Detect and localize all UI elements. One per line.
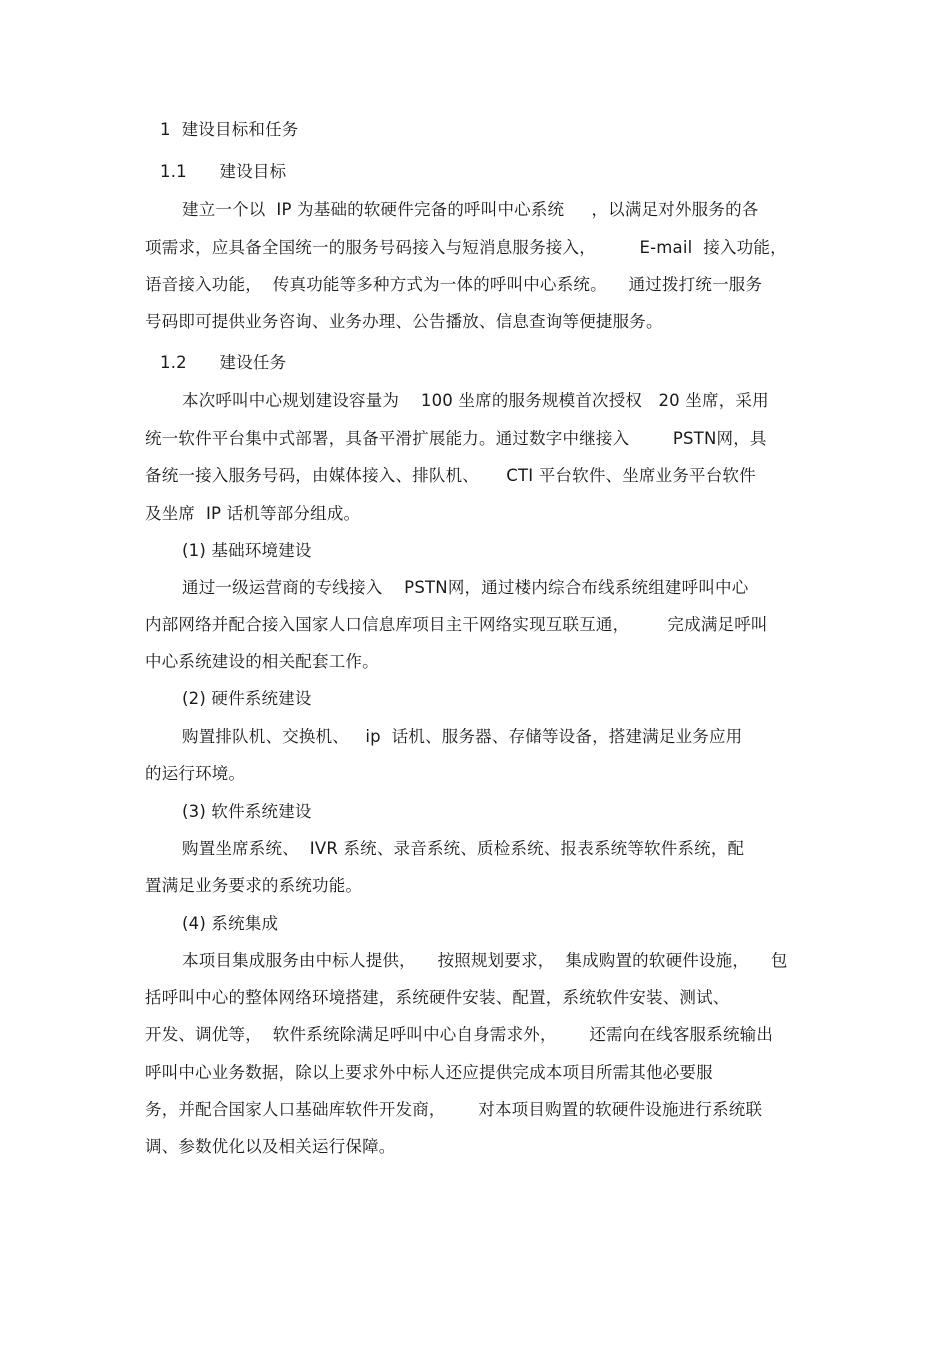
paragraph-line: 括呼叫中心的整体网络环境搭建，系统硬件安装、配置，系统软件安装、测试、 <box>145 988 730 1007</box>
paragraph-line: 本项目集成服务由中标人提供， 按照规划要求， 集成购置的软硬件设施， 包 <box>182 951 788 970</box>
paragraph-line: 中心系统建设的相关配套工作。 <box>145 652 379 671</box>
paragraph-line: 开发、调优等， 软件系统除满足呼叫中心自身需求外， 还需向在线客服系统输出 <box>145 1025 774 1044</box>
paragraph-line: 务，并配合国家人口基础库软件开发商， 对本项目购置的软硬件设施进行系统联 <box>145 1100 763 1119</box>
paragraph-line: 购置坐席系统、 IVR 系统、录音系统、质检系统、报表系统等软件系统，配 <box>182 839 745 858</box>
item-heading-4: (4) 系统集成 <box>182 914 279 933</box>
paragraph-line: 通过一级运营商的专线接入 PSTN网，通过楼内综合布线系统组建呼叫中心 <box>182 578 749 597</box>
item-heading-3: (3) 软件系统建设 <box>182 802 312 821</box>
item-heading-2: (2) 硬件系统建设 <box>182 689 312 708</box>
paragraph-line: 呼叫中心业务数据，除以上要求外中标人还应提供完成本项目所需其他必要服 <box>145 1063 713 1082</box>
paragraph-line: 号码即可提供业务咨询、业务办理、公告播放、信息查询等便捷服务。 <box>145 312 663 331</box>
item-heading-1: (1) 基础环境建设 <box>182 541 312 560</box>
paragraph-line: 统一软件平台集中式部署，具备平滑扩展能力。通过数字中继接入 PSTN网，具 <box>145 429 767 448</box>
paragraph-line: 本次呼叫中心规划建设容量为 100 坐席的服务规模首次授权 20 坐席，采用 <box>182 391 769 410</box>
paragraph-line: 内部网络并配合接入国家人口信息库项目主干网络实现互联互通， 完成满足呼叫 <box>145 615 768 634</box>
paragraph-line: 建立一个以 IP 为基础的软硬件完备的呼叫中心系统 ，以满足对外服务的各 <box>182 200 759 219</box>
paragraph-line: 语音接入功能， 传真功能等多种方式为一体的呼叫中心系统。 通过拨打统一服务 <box>145 275 763 294</box>
paragraph-line: 及坐席 IP 话机等部分组成。 <box>145 504 361 523</box>
paragraph-line: 项需求，应具备全国统一的服务号码接入与短消息服务接入， E-mail 接入功能， <box>145 238 787 257</box>
paragraph-line: 的运行环境。 <box>145 764 246 783</box>
subsection-heading-1-2: 1.2 建设任务 <box>160 353 287 372</box>
paragraph-line: 置满足业务要求的系统功能。 <box>145 876 363 895</box>
subsection-heading-1-1: 1.1 建设目标 <box>160 162 287 181</box>
section-heading-1: 1 建设目标和任务 <box>160 120 299 139</box>
paragraph-line: 调、参数优化以及相关运行保障。 <box>145 1137 396 1156</box>
paragraph-line: 购置排队机、交换机、 ip 话机、服务器、存储等设备，搭建满足业务应用 <box>182 727 743 746</box>
paragraph-line: 备统一接入服务号码，由媒体接入、排队机、 CTI 平台软件、坐席业务平台软件 <box>145 466 756 485</box>
